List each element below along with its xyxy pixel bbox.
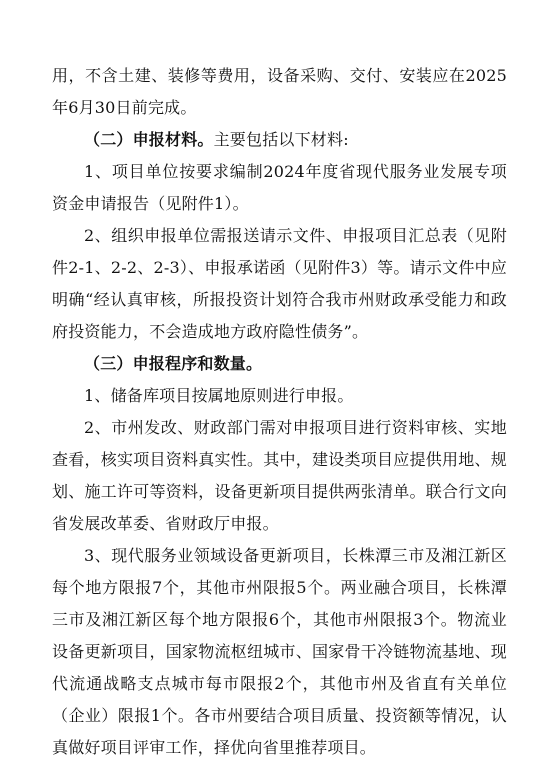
section-heading-procedure <box>52 348 507 380</box>
section-materials <box>52 124 507 156</box>
paragraph-text: 2、市州发改、财政部门需对申报项目进行资料审核、实地查看，核实项目资料真实性。其中，建设类项目应提供用地、规划、施工许可等资料，设备更新项目提供两张清单。联合行文向省发展改革委、省财政厅申报。 <box>52 418 507 533</box>
procedure-item-2 <box>52 412 507 540</box>
paragraph-text: 2、组织申报单位需报送请示文件、申报项目汇总表（见附件2-1、2-2、2-3）、申报承诺函（见附件3）等。请示文件中应明确“经认真审核，所报投资计划符合我市州财政承受能力和政府投资能力，不会造成地方政府隐性债务”。 <box>52 226 507 341</box>
paragraph-text: 1、项目单位按要求编制2024年度省现代服务业发展专项资金申请报告（见附件1）。 <box>52 162 507 213</box>
section-heading-materials: （二）申报材料。 <box>84 130 214 149</box>
procedure-item-3 <box>52 540 507 764</box>
document-body <box>52 60 507 764</box>
paragraph-text: 用，不含土建、装修等费用，设备采购、交付、安装应在2025年6月30日前完成。 <box>52 66 507 117</box>
materials-item-1 <box>52 156 507 220</box>
paragraph-text: 3、现代服务业领域设备更新项目，长株潭三市及湘江新区每个地方限报7个，其他市州限报5个。两业融合项目，长株潭三市及湘江新区每个地方限报6个，其他市州限报3个。物流业设备更新项目，国家物流枢纽城市、国家骨干冷链物流基地、现代流通战略支点城市每市限报2个，其他市州及省直有关单位（企业）限报1个。各市州要结合项目质量、投资额等情况，认真做好项目评审工作，择优向省里推荐项目。 <box>52 546 507 757</box>
section-intro-text: 主要包括以下材料: <box>213 130 349 149</box>
procedure-item-1 <box>52 380 507 412</box>
materials-item-2 <box>52 220 507 348</box>
section-heading-text: （三）申报程序和数量。 <box>84 354 263 373</box>
paragraph-continuation <box>52 60 507 124</box>
paragraph-text: 1、储备库项目按属地原则进行申报。 <box>84 386 354 405</box>
